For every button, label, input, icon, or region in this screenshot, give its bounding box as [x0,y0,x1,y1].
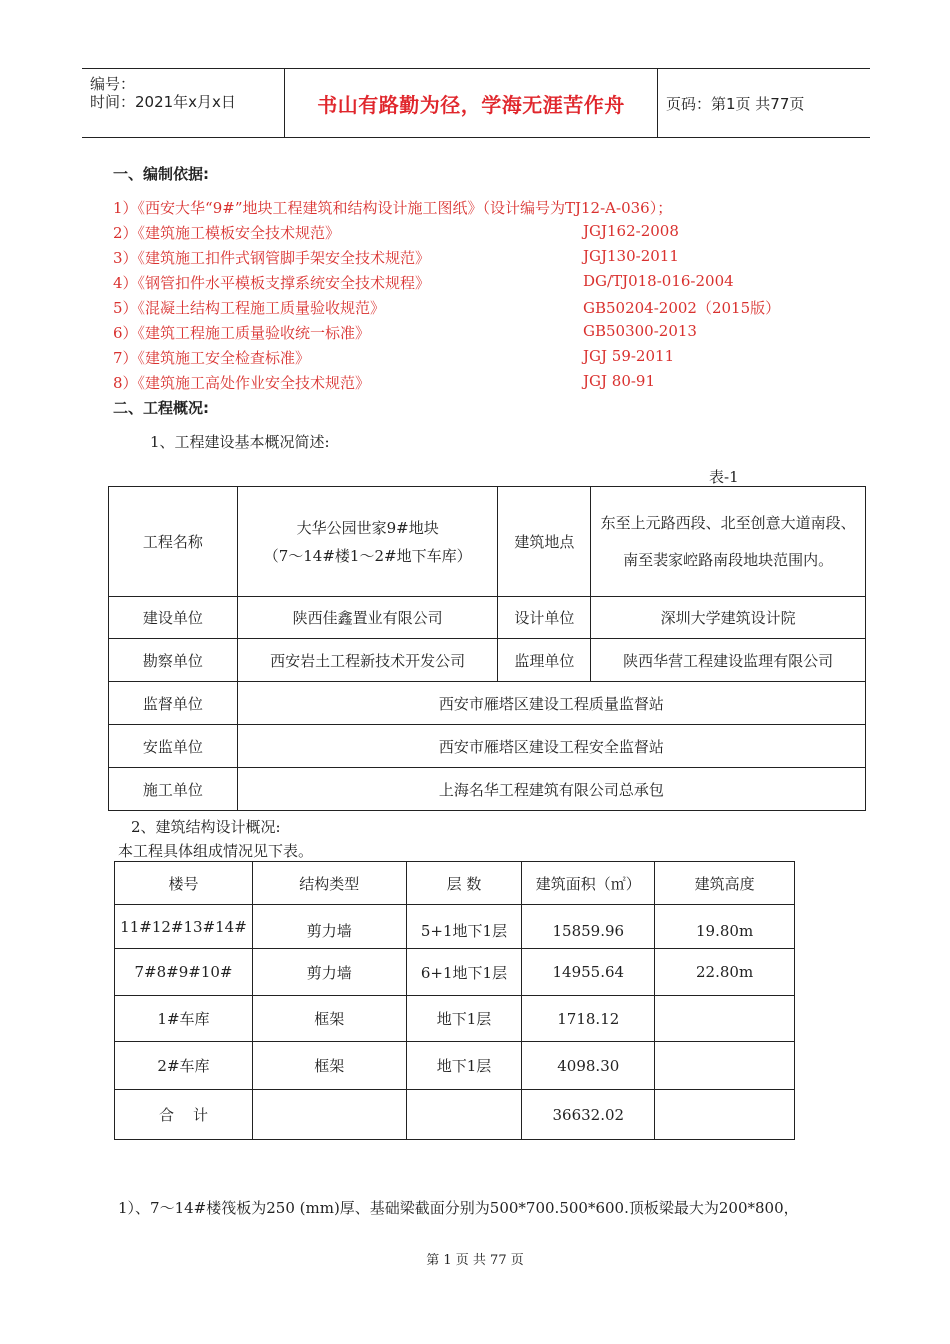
building-no: 1#车库 [115,996,253,1042]
page-number-label: 页码：第1页 共77页 [666,94,805,113]
floors: 6+1地下1层 [406,949,522,996]
header-building-height: 建筑高度 [655,862,795,905]
reference-item-6 [113,322,697,343]
section-1-title: 一、编制依据: [113,165,209,183]
project-name-line-2: （7～14#楼1～2#地下车库） [263,546,472,565]
project-name-label: 工程名称 [109,487,238,597]
structure-type: 剪力墙 [252,905,406,949]
table-total-row [115,1090,795,1140]
floor-area: 15859.96 [522,905,655,949]
total-floor-area: 36632.02 [522,1090,655,1140]
total-label: 合 计 [115,1090,253,1140]
reference-item-5 [113,297,781,318]
reference-title: 3）《建筑施工扣件式钢管脚手架安全技术规范》 [113,249,431,267]
survey-value: 西安岩土工程新技术开发公司 [237,639,498,682]
reference-code: JGJ 59-2011 [583,347,675,365]
floors: 5+1地下1层 [406,905,522,949]
table-row [109,639,866,682]
designer-label: 设计单位 [498,597,591,639]
reference-title: 1）《西安大华“9#”地块工程建筑和结构设计施工图纸》（设计编号为TJ12-A-036）； [113,199,673,217]
building-height: 19.80m [655,905,795,949]
table-row [109,487,866,597]
project-info-table [108,486,866,811]
builder-value: 上海名华工程建筑有限公司总承包 [237,768,865,811]
safety-supervision-label: 安监单位 [109,725,238,768]
building-height [655,1090,795,1140]
subsection-1-title: 1、工程建设基本概况简述: [150,433,330,451]
reference-code: GB50204-2002（2015版） [583,299,781,317]
supervisor-value: 陕西华营工程建设监理有限公司 [591,639,866,682]
designer-value: 深圳大学建筑设计院 [591,597,866,639]
reference-item-8 [113,372,656,393]
reference-title: 2）《建筑施工模板安全技术规范》 [113,224,341,242]
quality-supervision-value: 西安市雁塔区建设工程质量监督站 [237,682,865,725]
reference-title: 8）《建筑施工高处作业安全技术规范》 [113,374,371,392]
table-1-caption: 表-1 [709,468,739,486]
owner-label: 建设单位 [109,597,238,639]
header-floors: 层 数 [406,862,522,905]
building-height [655,996,795,1042]
reference-code: GB50300-2013 [583,322,697,340]
reference-title: 4）《钢管扣件水平模板支撑系统安全技术规程》 [113,274,431,292]
section-2-title: 二、工程概况: [113,399,209,417]
building-no: 11#12#13#14# [115,905,253,949]
doc-number-label: 编号： [90,75,136,93]
header-motto-cell [285,69,658,137]
table-row [115,996,795,1042]
table-row [109,597,866,639]
reference-item-7 [113,347,675,368]
structure-type [252,1090,406,1140]
reference-item-3 [113,247,679,268]
reference-title: 7）《建筑施工安全检查标准》 [113,349,311,367]
project-name-value [237,487,498,597]
owner-value: 陕西佳鑫置业有限公司 [237,597,498,639]
building-no: 2#车库 [115,1042,253,1090]
reference-title: 6）《建筑工程施工质量验收统一标准》 [113,324,371,342]
page-footer: 第 1 页 共 77 页 [426,1253,524,1268]
reference-code: JGJ162-2008 [583,222,679,240]
building-height [655,1042,795,1090]
header-building-no: 楼号 [115,862,253,905]
header-bar [82,68,870,138]
table-row [115,905,795,949]
reference-item-1 [113,197,672,218]
table-2-intro: 本工程具体组成情况见下表。 [118,842,314,860]
floors [406,1090,522,1140]
floors: 地下1层 [406,996,522,1042]
builder-label: 施工单位 [109,768,238,811]
structure-type: 框架 [252,996,406,1042]
header-info-cell [82,69,285,137]
quality-supervision-label: 监督单位 [109,682,238,725]
table-row [109,725,866,768]
location-value: 东至上元路西段、北至创意大道南段、南至裴家崆路南段地块范围内。 [591,487,866,597]
reference-code: JGJ130-2011 [583,247,679,265]
building-height: 22.80m [655,949,795,996]
paragraph-1: 1）、7～14#楼筏板为250 (mm)厚、基础梁截面分别为500*700.500*600.顶板梁最大为200*800， [118,1199,799,1217]
header-floor-area: 建筑面积（㎡） [522,862,655,905]
table-row [109,682,866,725]
reference-item-2 [113,222,679,243]
header-structure-type: 结构类型 [252,862,406,905]
floor-area: 4098.30 [522,1042,655,1090]
table-row [109,768,866,811]
doc-time-label: 时间：2021年x月x日 [90,93,236,111]
reference-code: DG/TJ018-016-2004 [583,272,734,290]
structure-type: 框架 [252,1042,406,1090]
structure-type: 剪力墙 [252,949,406,996]
table-row [115,1042,795,1090]
subsection-2-title: 2、建筑结构设计概况: [131,818,281,836]
reference-item-4 [113,272,734,293]
reference-code: JGJ 80-91 [583,372,656,390]
safety-supervision-value: 西安市雁塔区建设工程安全监督站 [237,725,865,768]
project-name-line-1: 大华公园世家9#地块 [296,518,439,537]
survey-label: 勘察单位 [109,639,238,682]
reference-title: 5）《混凝土结构工程施工质量验收规范》 [113,299,386,317]
floors: 地下1层 [406,1042,522,1090]
supervisor-label: 监理单位 [498,639,591,682]
location-label: 建筑地点 [498,487,591,597]
building-composition-table [114,861,795,1140]
table-row [115,949,795,996]
header-page-cell [658,69,870,137]
motto-text: 书山有路勤为径，学海无涯苦作舟 [317,92,625,117]
building-no: 7#8#9#10# [115,949,253,996]
floor-area: 1718.12 [522,996,655,1042]
floor-area: 14955.64 [522,949,655,996]
table-header-row [115,862,795,905]
